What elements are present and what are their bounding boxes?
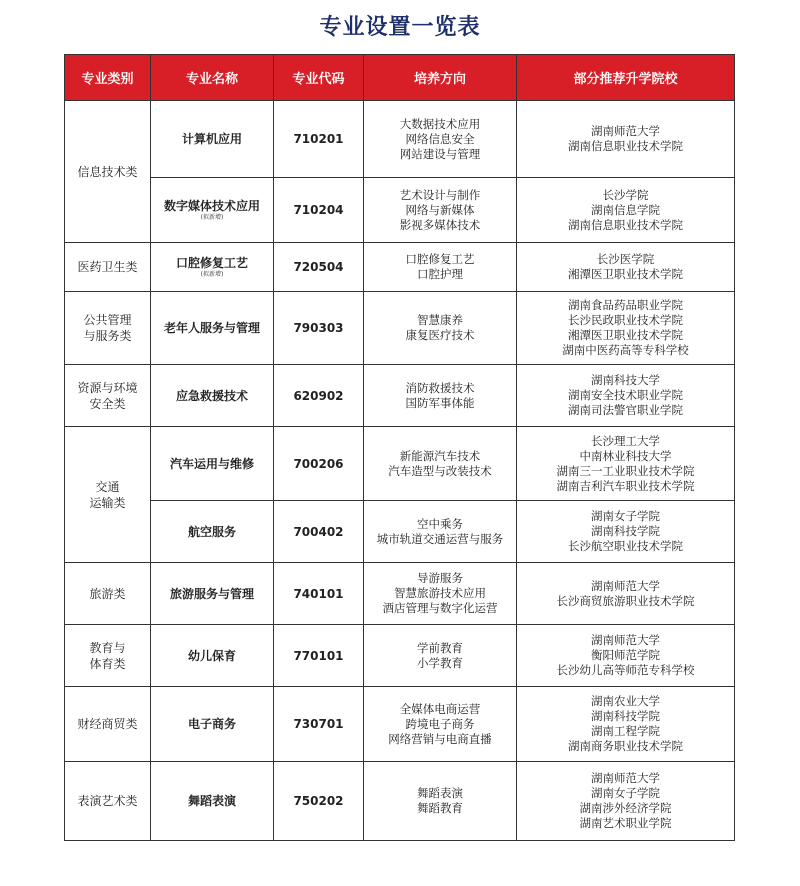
- direction-cell: [364, 501, 517, 563]
- major-name-cell: [151, 427, 274, 501]
- category-label: 安全类: [89, 396, 126, 411]
- direction-item: 智慧康养: [417, 313, 463, 327]
- direction-item: 新能源汽车技术: [399, 448, 481, 463]
- major-code: 750202: [274, 762, 364, 841]
- school-item: 湘潭医卫职业技术学院: [568, 267, 683, 281]
- school-item: 湖南科技学院: [591, 524, 660, 538]
- direction-cell: [364, 625, 517, 687]
- table-row: [65, 292, 735, 365]
- major-name: 幼儿保育: [187, 648, 236, 663]
- school-item: 湖南艺术职业学院: [579, 816, 672, 830]
- direction-cell: [364, 243, 517, 292]
- direction-item: 城市轨道交通运营与服务: [376, 531, 504, 546]
- major-name-cell: [151, 101, 274, 178]
- direction-item: 酒店管理与数字化运营: [382, 601, 498, 615]
- header-row: [65, 55, 735, 101]
- major-code: 770101: [274, 625, 364, 687]
- schools-cell: [517, 762, 735, 841]
- direction-cell: [364, 563, 517, 625]
- direction-item: 导游服务: [417, 571, 463, 585]
- direction-item: 网络信息安全: [405, 131, 475, 146]
- page-title: 专业设置一览表: [319, 15, 481, 40]
- major-name-cell: [151, 625, 274, 687]
- major-name-cell: [151, 178, 274, 243]
- major-note: (拟新增): [200, 271, 224, 278]
- major-name-cell: [151, 292, 274, 365]
- header-schools: 部分推荐升学院校: [517, 55, 735, 101]
- table-row: [65, 365, 735, 427]
- direction-item: 学前教育: [417, 640, 463, 655]
- school-item: 湖南安全技术职业学院: [568, 388, 683, 402]
- category-label: 交通: [95, 479, 120, 494]
- major-name: 应急救援技术: [175, 388, 248, 403]
- school-item: 湖南师范大学: [591, 771, 660, 785]
- direction-item: 网络营销与电商直播: [388, 731, 492, 746]
- school-item: 湖南师范大学: [591, 124, 660, 138]
- direction-cell: [364, 365, 517, 427]
- school-item: 湖南司法警官职业学院: [568, 403, 683, 417]
- school-item: 湘潭医卫职业技术学院: [568, 328, 683, 342]
- schools-cell: [517, 501, 735, 563]
- direction-item: 网站建设与管理: [399, 146, 481, 161]
- category-label: 表演艺术类: [77, 794, 138, 808]
- major-name-cell: [151, 687, 274, 762]
- category-cell: [65, 365, 151, 427]
- direction-item: 网络与新媒体: [405, 202, 475, 217]
- category-cell: [65, 243, 151, 292]
- category-label: 医药卫生类: [77, 260, 138, 274]
- direction-cell: [364, 292, 517, 365]
- school-item: 湖南女子学院: [591, 786, 660, 800]
- major-name: 老年人服务与管理: [163, 321, 260, 335]
- schools-cell: [517, 178, 735, 243]
- schools-cell: [517, 625, 735, 687]
- direction-cell: [364, 762, 517, 841]
- direction-item: 全媒体电商运营: [399, 701, 481, 716]
- major-code: 700206: [274, 427, 364, 501]
- school-item: 湖南农业大学: [591, 694, 660, 708]
- school-item: 长沙理工大学: [591, 433, 660, 448]
- table-row: [65, 178, 735, 243]
- direction-item: 影视多媒体技术: [399, 217, 481, 232]
- schools-cell: [517, 427, 735, 501]
- major-code: 720504: [274, 243, 364, 292]
- school-item: 湖南工程学院: [591, 724, 660, 738]
- direction-item: 国防军事体能: [405, 395, 475, 410]
- school-item: 湖南商务职业技术学院: [568, 739, 683, 753]
- table-row: [65, 427, 735, 501]
- category-label: 信息技术类: [77, 164, 138, 179]
- table-row: [65, 501, 735, 563]
- major-code: 730701: [274, 687, 364, 762]
- header-name: 专业名称: [151, 55, 274, 101]
- school-item: 长沙民政职业技术学院: [568, 313, 683, 327]
- direction-item: 消防救援技术: [405, 380, 475, 395]
- school-item: 湖南师范大学: [591, 633, 660, 647]
- school-item: 湖南涉外经济学院: [579, 801, 672, 815]
- direction-item: 小学教育: [417, 655, 463, 670]
- category-label: 财经商贸类: [77, 717, 138, 731]
- header-category: 专业类别: [65, 55, 151, 101]
- category-cell: [65, 687, 151, 762]
- school-item: 湖南科技大学: [591, 373, 660, 387]
- category-cell: [65, 292, 151, 365]
- major-name: 汽车运用与维修: [169, 456, 254, 471]
- school-item: 湖南科技学院: [591, 709, 660, 723]
- major-name: 舞蹈表演: [187, 794, 236, 808]
- school-item: 长沙幼儿高等师范专科学校: [556, 663, 695, 677]
- school-item: 湖南中医药高等专科学校: [562, 343, 689, 357]
- table-row: [65, 243, 735, 292]
- category-cell: [65, 427, 151, 563]
- direction-cell: [364, 427, 517, 501]
- category-label: 旅游类: [89, 586, 126, 601]
- direction-cell: [364, 687, 517, 762]
- category-label: 公共管理: [83, 313, 132, 327]
- direction-item: 艺术设计与制作: [399, 187, 481, 202]
- major-code: 740101: [274, 563, 364, 625]
- school-item: 中南林业科技大学: [579, 448, 672, 463]
- schools-cell: [517, 563, 735, 625]
- direction-item: 舞蹈表演: [417, 786, 463, 800]
- direction-item: 跨境电子商务: [405, 716, 475, 731]
- category-cell: [65, 625, 151, 687]
- direction-item: 康复医疗技术: [405, 328, 475, 342]
- school-item: 长沙学院: [602, 187, 649, 202]
- table-row: [65, 563, 735, 625]
- major-code: 710201: [274, 101, 364, 178]
- school-item: 长沙医学院: [596, 252, 655, 266]
- category-label: 运输类: [89, 495, 126, 510]
- school-item: 湖南信息职业技术学院: [568, 139, 683, 153]
- schools-cell: [517, 687, 735, 762]
- table-row: [65, 101, 735, 178]
- school-item: 长沙航空职业技术学院: [568, 539, 683, 553]
- major-code: 620902: [274, 365, 364, 427]
- direction-item: 口腔护理: [417, 267, 463, 281]
- category-label: 体育类: [89, 656, 126, 671]
- direction-item: 汽车造型与改装技术: [388, 463, 492, 478]
- major-name: 旅游服务与管理: [169, 586, 254, 601]
- majors-table: [64, 54, 735, 841]
- table-row: [65, 687, 735, 762]
- direction-cell: [364, 178, 517, 243]
- major-name: 口腔修复工艺: [175, 256, 248, 270]
- schools-cell: [517, 292, 735, 365]
- major-code: 700402: [274, 501, 364, 563]
- direction-item: 智慧旅游技术应用: [394, 586, 486, 600]
- major-code: 710204: [274, 178, 364, 243]
- school-item: 湖南食品药品职业学院: [568, 298, 683, 312]
- category-label: 与服务类: [83, 329, 132, 343]
- major-name: 电子商务: [187, 717, 236, 731]
- school-item: 湖南师范大学: [591, 578, 660, 593]
- category-cell: [65, 563, 151, 625]
- major-name: 航空服务: [187, 524, 236, 539]
- category-cell: [65, 762, 151, 841]
- school-item: 湖南女子学院: [591, 509, 660, 523]
- school-item: 衡阳师范学院: [591, 648, 660, 662]
- category-label: 资源与环境: [77, 380, 138, 395]
- school-item: 湖南信息学院: [591, 202, 660, 217]
- header-direction: 培养方向: [364, 55, 517, 101]
- major-name-cell: [151, 243, 274, 292]
- major-name-cell: [151, 762, 274, 841]
- schools-cell: [517, 101, 735, 178]
- major-name: 数字媒体技术应用: [163, 199, 260, 213]
- schools-cell: [517, 243, 735, 292]
- school-item: 湖南吉利汽车职业技术学院: [556, 478, 695, 493]
- direction-item: 空中乘务: [417, 516, 463, 531]
- header-code: 专业代码: [274, 55, 364, 101]
- major-name: 计算机应用: [181, 132, 242, 146]
- direction-item: 大数据技术应用: [399, 116, 481, 131]
- table-row: [65, 762, 735, 841]
- major-name-cell: [151, 501, 274, 563]
- direction-cell: [364, 101, 517, 178]
- table-row: [65, 625, 735, 687]
- category-label: 教育与: [89, 640, 126, 655]
- school-item: 长沙商贸旅游职业技术学院: [556, 593, 695, 608]
- major-note: (拟新增): [200, 214, 224, 221]
- direction-item: 舞蹈教育: [417, 801, 463, 815]
- direction-item: 口腔修复工艺: [405, 252, 475, 266]
- school-item: 湖南三一工业职业技术学院: [556, 463, 695, 478]
- category-cell: [65, 101, 151, 243]
- major-name-cell: [151, 563, 274, 625]
- major-code: 790303: [274, 292, 364, 365]
- school-item: 湖南信息职业技术学院: [568, 217, 683, 232]
- major-name-cell: [151, 365, 274, 427]
- schools-cell: [517, 365, 735, 427]
